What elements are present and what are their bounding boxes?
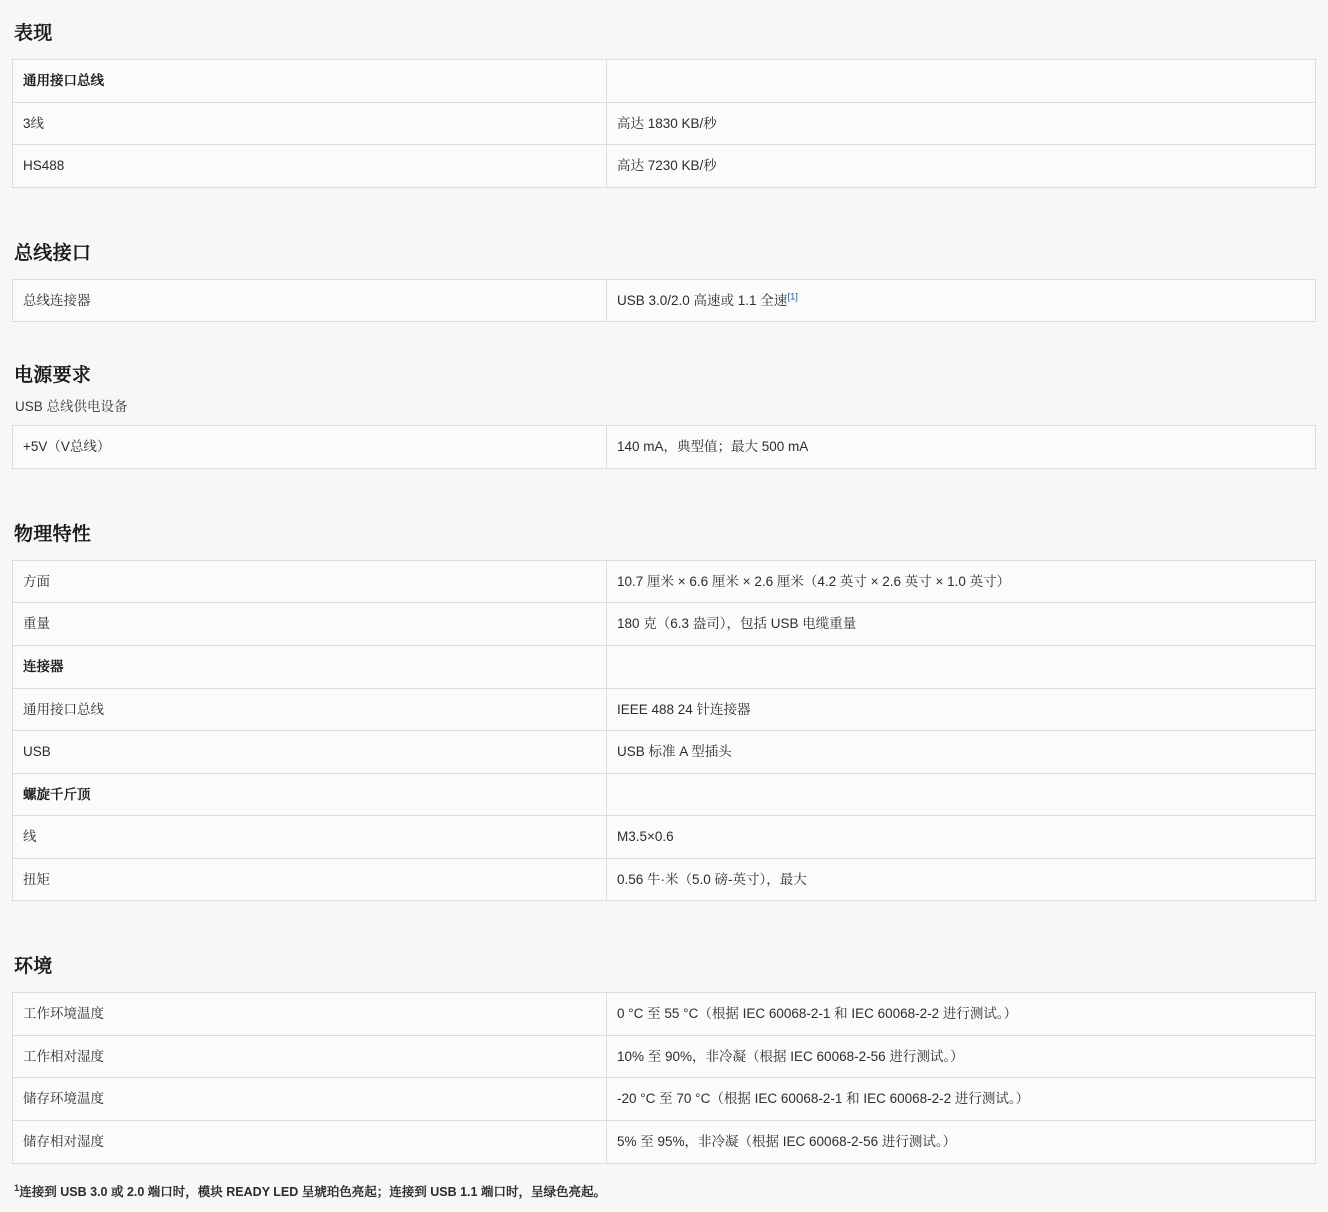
table-row bbox=[13, 773, 1316, 816]
row-label: 工作环境温度 bbox=[13, 993, 607, 1036]
table-row bbox=[13, 645, 1316, 688]
row-label: 通用接口总线 bbox=[13, 688, 607, 731]
table-row bbox=[13, 603, 1316, 646]
section-title: 表现 bbox=[14, 23, 53, 44]
table-row bbox=[13, 279, 1316, 322]
row-value: 0 °C 至 55 °C（根据 IEC 60068-2-1 和 IEC 60068-2-2 进行测试。） bbox=[607, 993, 1316, 1036]
footnote bbox=[14, 1182, 1314, 1202]
section-bus-interface bbox=[12, 238, 1316, 323]
row-value: 0.56 牛·米（5.0 磅-英寸），最大 bbox=[607, 858, 1316, 901]
spec-table bbox=[12, 279, 1316, 323]
footnote-ref[interactable]: [1] bbox=[787, 291, 798, 303]
row-value bbox=[607, 773, 1316, 816]
table-row bbox=[13, 145, 1316, 188]
spacer bbox=[12, 473, 1316, 519]
section-subtitle: USB 总线供电设备 bbox=[15, 399, 128, 415]
row-value: 180 克（6.3 盎司），包括 USB 电缆重量 bbox=[607, 603, 1316, 646]
section-title: 环境 bbox=[14, 956, 53, 978]
row-label: 线 bbox=[13, 816, 607, 859]
table-row bbox=[13, 816, 1316, 859]
spacer bbox=[12, 192, 1316, 238]
spec-table bbox=[12, 560, 1316, 902]
table-row bbox=[13, 560, 1316, 603]
row-label: 储存相对湿度 bbox=[13, 1121, 607, 1164]
section-environment bbox=[12, 951, 1316, 1163]
row-label: 3线 bbox=[13, 102, 607, 145]
table-row bbox=[13, 1035, 1316, 1078]
table-row bbox=[13, 993, 1316, 1036]
row-label: 总线连接器 bbox=[13, 279, 607, 322]
row-label: 重量 bbox=[13, 603, 607, 646]
row-value: -20 °C 至 70 °C（根据 IEC 60068-2-1 和 IEC 60068-2-2 进行测试。） bbox=[607, 1078, 1316, 1121]
row-value-text: USB 3.0/2.0 高速或 1.1 全速 bbox=[617, 292, 788, 308]
row-value: M3.5×0.6 bbox=[607, 816, 1316, 859]
table-row bbox=[13, 102, 1316, 145]
spacer bbox=[12, 326, 1316, 360]
section-title: 物理特性 bbox=[14, 523, 92, 545]
row-value: 10% 至 90%，非冷凝（根据 IEC 60068-2-56 进行测试。） bbox=[607, 1035, 1316, 1078]
table-row bbox=[13, 688, 1316, 731]
table-row bbox=[13, 426, 1316, 469]
spec-table bbox=[12, 992, 1316, 1163]
row-value bbox=[607, 279, 1316, 322]
section-performance bbox=[12, 18, 1316, 188]
table-row bbox=[13, 731, 1316, 774]
row-subheader: 连接器 bbox=[13, 645, 607, 688]
row-label: HS488 bbox=[13, 145, 607, 188]
table-row bbox=[13, 60, 1316, 103]
row-label: +5V（V总线） bbox=[13, 426, 607, 469]
section-title: 电源要求 bbox=[14, 365, 92, 387]
row-value: 140 mA，典型值；最大 500 mA bbox=[607, 426, 1316, 469]
section-power-requirements bbox=[12, 360, 1316, 469]
table-row bbox=[13, 1078, 1316, 1121]
table-row bbox=[13, 858, 1316, 901]
row-label: 通用接口总线 bbox=[13, 60, 607, 103]
spacer bbox=[12, 905, 1316, 951]
row-value: 高达 1830 KB/秒 bbox=[607, 102, 1316, 145]
spec-table bbox=[12, 59, 1316, 188]
row-value: USB 标准 A 型插头 bbox=[607, 731, 1316, 774]
section-physical-characteristics bbox=[12, 519, 1316, 902]
row-label: 储存环境温度 bbox=[13, 1078, 607, 1121]
row-label: 工作相对湿度 bbox=[13, 1035, 607, 1078]
row-label: USB bbox=[13, 731, 607, 774]
section-title: 总线接口 bbox=[14, 242, 92, 264]
row-value: 5% 至 95%，非冷凝（根据 IEC 60068-2-56 进行测试。） bbox=[607, 1121, 1316, 1164]
row-value bbox=[607, 645, 1316, 688]
footnote-marker: 1 bbox=[14, 1182, 20, 1194]
spec-table bbox=[12, 425, 1316, 469]
row-value bbox=[607, 60, 1316, 103]
row-label: 方面 bbox=[13, 560, 607, 603]
footnote-text: 连接到 USB 3.0 或 2.0 端口时，模块 READY LED 呈琥珀色亮起；连接到 USB 1.1 端口时，呈绿色亮起。 bbox=[19, 1184, 606, 1199]
row-value: 10.7 厘米 × 6.6 厘米 × 2.6 厘米（4.2 英寸 × 2.6 英寸 × 1.0 英寸） bbox=[607, 560, 1316, 603]
table-row bbox=[13, 1121, 1316, 1164]
row-subheader: 螺旋千斤顶 bbox=[13, 773, 607, 816]
row-value: 高达 7230 KB/秒 bbox=[607, 145, 1316, 188]
row-label: 扭矩 bbox=[13, 858, 607, 901]
row-value: IEEE 488 24 针连接器 bbox=[607, 688, 1316, 731]
